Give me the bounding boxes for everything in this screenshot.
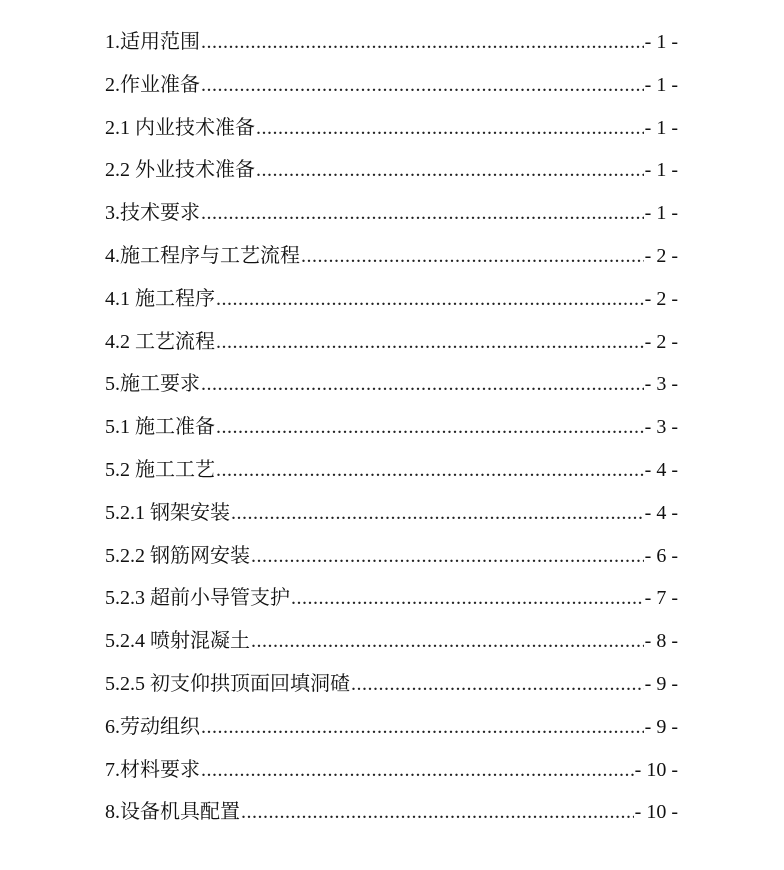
toc-entry[interactable] <box>105 449 678 492</box>
toc-entry-page: - 1 - <box>644 31 678 53</box>
toc-entry-title: 4.2 工艺流程 <box>105 330 215 353</box>
toc-dot-leader <box>201 21 644 64</box>
toc-entry[interactable] <box>105 149 678 192</box>
toc-entry-page: - 10 - <box>634 758 678 781</box>
toc-entry-page: - 9 - <box>644 672 678 695</box>
toc-entry-title: 2.1 内业技术准备 <box>105 116 255 139</box>
toc-entry-page: - 2 - <box>644 330 678 353</box>
toc-dot-leader <box>241 791 634 834</box>
toc-dot-leader <box>216 449 644 492</box>
toc-entry[interactable] <box>105 706 678 749</box>
toc-dot-leader <box>301 235 644 278</box>
toc-dot-leader <box>291 577 644 620</box>
toc-entry-page: - 3 - <box>644 373 678 396</box>
toc-dot-leader <box>231 492 644 535</box>
toc-entry-title: 8.设备机具配置 <box>105 801 240 824</box>
toc-entry[interactable] <box>105 492 678 535</box>
toc-entry-title: 5.施工要求 <box>105 373 200 396</box>
toc-entry-title: 5.2.2 钢筋网安装 <box>105 544 250 567</box>
table-of-contents <box>105 21 678 834</box>
toc-entry[interactable] <box>105 749 678 792</box>
toc-entry-title: 5.2.5 初支仰拱顶面回填洞碴 <box>105 672 350 695</box>
toc-entry-page: - 2 - <box>644 244 678 267</box>
toc-dot-leader <box>201 749 634 792</box>
toc-entry-title: 5.1 施工准备 <box>105 416 215 439</box>
toc-entry-title: 5.2 施工工艺 <box>105 458 215 481</box>
toc-dot-leader <box>216 406 644 449</box>
toc-dot-leader <box>201 64 644 107</box>
toc-dot-leader <box>201 192 644 235</box>
toc-entry-page: - 3 - <box>644 416 678 439</box>
toc-entry[interactable] <box>105 791 678 834</box>
toc-entry-title: 1.适用范围 <box>105 31 200 53</box>
toc-entry-title: 3.技术要求 <box>105 202 200 225</box>
toc-entry-page: - 1 - <box>644 73 678 96</box>
toc-dot-leader <box>201 363 644 406</box>
toc-entry-title: 5.2.1 钢架安装 <box>105 501 230 524</box>
toc-entry-title: 5.2.4 喷射混凝土 <box>105 630 250 653</box>
toc-entry[interactable] <box>105 64 678 107</box>
toc-dot-leader <box>216 278 644 321</box>
toc-entry-page: - 4 - <box>644 458 678 481</box>
toc-entry-page: - 8 - <box>644 630 678 653</box>
toc-entry-title: 4.施工程序与工艺流程 <box>105 244 300 267</box>
toc-entry[interactable] <box>105 406 678 449</box>
toc-dot-leader <box>351 663 644 706</box>
toc-entry[interactable] <box>105 663 678 706</box>
toc-entry-page: - 2 - <box>644 287 678 310</box>
toc-entry-page: - 4 - <box>644 501 678 524</box>
toc-entry[interactable] <box>105 278 678 321</box>
toc-entry-page: - 1 - <box>644 116 678 139</box>
toc-entry-title: 2.作业准备 <box>105 73 200 96</box>
toc-entry[interactable] <box>105 192 678 235</box>
toc-entry[interactable] <box>105 321 678 364</box>
toc-dot-leader <box>251 535 644 578</box>
toc-entry-title: 2.2 外业技术准备 <box>105 159 255 182</box>
toc-dot-leader <box>256 149 644 192</box>
toc-entry[interactable] <box>105 620 678 663</box>
toc-entry-page: - 1 - <box>644 202 678 225</box>
toc-entry[interactable] <box>105 535 678 578</box>
toc-entry[interactable] <box>105 235 678 278</box>
toc-entry-page: - 6 - <box>644 544 678 567</box>
toc-entry-title: 5.2.3 超前小导管支护 <box>105 587 290 610</box>
toc-entry[interactable] <box>105 21 678 64</box>
toc-entry-page: - 10 - <box>634 801 678 824</box>
toc-dot-leader <box>201 706 644 749</box>
toc-entry-page: - 7 - <box>644 587 678 610</box>
toc-entry[interactable] <box>105 107 678 150</box>
toc-entry-title: 7.材料要求 <box>105 758 200 781</box>
toc-dot-leader <box>256 107 644 150</box>
toc-entry[interactable] <box>105 577 678 620</box>
toc-entry-page: - 9 - <box>644 715 678 738</box>
toc-dot-leader <box>216 321 644 364</box>
toc-entry-title: 6.劳动组织 <box>105 715 200 738</box>
toc-entry[interactable] <box>105 363 678 406</box>
toc-entry-title: 4.1 施工程序 <box>105 287 215 310</box>
toc-entry-page: - 1 - <box>644 159 678 182</box>
toc-dot-leader <box>251 620 644 663</box>
